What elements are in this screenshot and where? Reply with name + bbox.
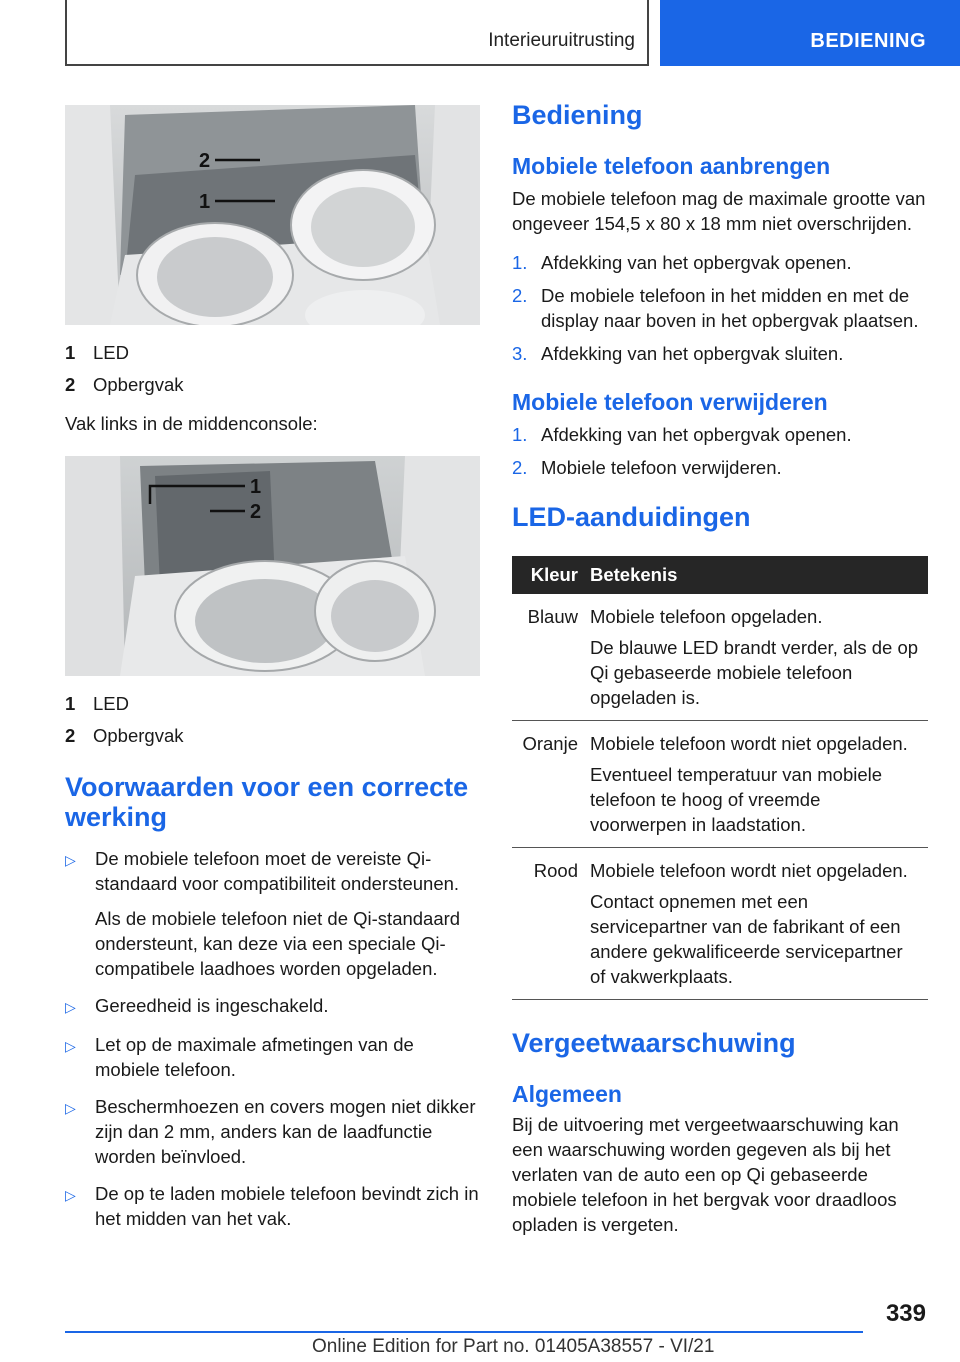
list-item-note: Als de mobiele telefoon niet de Qi-standaard ondersteunt, kan deze via een speciale Qi-compatibele laadhoes worden opgeladen. xyxy=(95,908,461,979)
step-number: 2. xyxy=(512,457,528,478)
led-meaning-main: Mobiele telefoon opgeladen. xyxy=(590,606,823,627)
list-item xyxy=(65,1032,480,1082)
photo-1-legend xyxy=(65,337,480,401)
console-photo-1 xyxy=(65,105,480,325)
legend-number: 2 xyxy=(65,374,76,395)
remove-phone-steps xyxy=(512,422,928,480)
header-section-title: Interieuruitrusting xyxy=(488,30,635,51)
legend-label: LED xyxy=(93,693,129,714)
page-number: 339 xyxy=(885,1300,926,1327)
legend-number: 1 xyxy=(65,693,76,714)
callout-label: 2 xyxy=(199,150,211,172)
header-chapter-title: BEDIENING xyxy=(810,30,926,52)
legend-item xyxy=(65,369,480,401)
list-item xyxy=(512,250,928,275)
led-meaning-cell xyxy=(584,848,928,1000)
legend-label: LED xyxy=(93,342,129,363)
led-meaning-detail: Eventueel temperatuur van mobiele telefoon te hoog of vreemde voorwerpen in laadstation. xyxy=(590,764,883,835)
footer-edition: Online Edition for Part no. 01405A38557 - VI/21 xyxy=(312,1336,715,1357)
step-number: 1. xyxy=(512,424,528,445)
led-table xyxy=(512,556,928,1000)
triangle-bullet-icon: ▷ xyxy=(65,999,76,1015)
column-header-color: Kleur xyxy=(512,556,584,594)
led-meaning-cell xyxy=(584,594,928,721)
right-column xyxy=(512,100,928,1237)
led-color-cell: Blauw xyxy=(512,594,584,721)
reminder-subheading: Algemeen xyxy=(512,1081,622,1107)
led-meaning-detail: De blauwe LED brandt verder, als de op Qi gebaseerde mobiele telefoon opgeladen is. xyxy=(590,637,919,708)
led-color-cell: Oranje xyxy=(512,721,584,848)
legend-item xyxy=(65,337,480,369)
operation-title: Bediening xyxy=(512,100,643,130)
step-number: 1. xyxy=(512,252,528,273)
insert-phone-steps xyxy=(512,250,928,366)
step-number: 3. xyxy=(512,343,528,364)
insert-phone-text: De mobiele telefoon mag de maximale grootte van ongeveer 154,5 x 80 x 18 mm niet overschrijden. xyxy=(512,188,926,234)
list-item-text: Beschermhoezen en covers mogen niet dikker zijn dan 2 mm, anders kan de laadfunctie worden beïnvloed. xyxy=(95,1096,476,1167)
legend-label: Opbergvak xyxy=(93,374,184,395)
list-item xyxy=(512,341,928,366)
console-photo-2 xyxy=(65,456,480,676)
legend-number: 2 xyxy=(65,725,76,746)
step-text: Mobiele telefoon verwijderen. xyxy=(541,457,782,478)
insert-phone-heading: Mobiele telefoon aanbrengen xyxy=(512,153,831,179)
conditions-heading: Voorwaarden voor een correcte werking xyxy=(65,772,469,832)
list-item-text: De op te laden mobiele telefoon bevindt zich in het midden van het vak. xyxy=(95,1183,479,1229)
legend-number: 1 xyxy=(65,342,76,363)
legend-item xyxy=(65,720,480,752)
led-meaning-detail: Contact opnemen met een servicepartner van de fabrikant of een andere gekwalificeerde servicepartner of vakwerkplaats. xyxy=(590,891,903,987)
list-item xyxy=(512,283,928,333)
triangle-bullet-icon: ▷ xyxy=(65,1187,76,1203)
footer-divider xyxy=(65,1331,863,1333)
column-header-meaning: Betekenis xyxy=(584,556,928,594)
list-item xyxy=(65,1181,480,1231)
led-heading: LED-aanduidingen xyxy=(512,502,751,532)
remove-phone-heading: Mobiele telefoon verwijderen xyxy=(512,389,828,415)
callout-label: 2 xyxy=(250,501,262,523)
left-column xyxy=(65,105,480,1243)
step-text: Afdekking van het opbergvak openen. xyxy=(541,424,852,445)
header-section-tab xyxy=(65,0,649,66)
step-number: 2. xyxy=(512,285,528,306)
console-photo-2-illustration xyxy=(65,456,480,676)
list-item-text: Gereedheid is ingeschakeld. xyxy=(95,995,329,1016)
photo-2-intro: Vak links in de middenconsole: xyxy=(65,413,318,434)
list-item xyxy=(512,455,928,480)
triangle-bullet-icon: ▷ xyxy=(65,852,76,868)
list-item xyxy=(512,422,928,447)
triangle-bullet-icon: ▷ xyxy=(65,1100,76,1116)
list-item xyxy=(65,846,480,981)
led-color-cell: Rood xyxy=(512,848,584,1000)
led-meaning-main: Mobiele telefoon wordt niet opgeladen. xyxy=(590,860,908,881)
table-row xyxy=(512,848,928,1000)
header-chapter-tab xyxy=(660,0,960,66)
legend-item xyxy=(65,688,480,720)
callout-label: 1 xyxy=(199,191,211,213)
triangle-bullet-icon: ▷ xyxy=(65,1038,76,1054)
reminder-heading: Vergeetwaarschuwing xyxy=(512,1028,796,1058)
led-meaning-cell xyxy=(584,721,928,848)
list-item xyxy=(65,993,480,1020)
step-text: Afdekking van het opbergvak openen. xyxy=(541,252,852,273)
callout-label: 1 xyxy=(250,476,262,498)
table-row xyxy=(512,721,928,848)
step-text: Afdekking van het opbergvak sluiten. xyxy=(541,343,844,364)
reminder-text: Bij de uitvoering met vergeetwaarschuwing kan een waarschuwing worden gegeven als bij het verlaten van de auto een op Qi gebaseerde mobiele telefoon in het bergvak voor draadloos opladen is vergeten. xyxy=(512,1114,899,1235)
photo-2-legend xyxy=(65,688,480,752)
console-photo-1-illustration xyxy=(65,105,480,325)
legend-label: Opbergvak xyxy=(93,725,184,746)
led-meaning-main: Mobiele telefoon wordt niet opgeladen. xyxy=(590,733,908,754)
table-row xyxy=(512,594,928,721)
led-table-header xyxy=(512,556,928,594)
list-item-text: De mobiele telefoon moet de vereiste Qi-standaard voor compatibiliteit ondersteunen. xyxy=(95,848,460,894)
list-item xyxy=(65,1094,480,1169)
conditions-list xyxy=(65,846,480,1231)
list-item-text: Let op de maximale afmetingen van de mobiele telefoon. xyxy=(95,1034,414,1080)
step-text: De mobiele telefoon in het midden en met de display naar boven in het opbergvak plaatsen. xyxy=(541,285,919,331)
